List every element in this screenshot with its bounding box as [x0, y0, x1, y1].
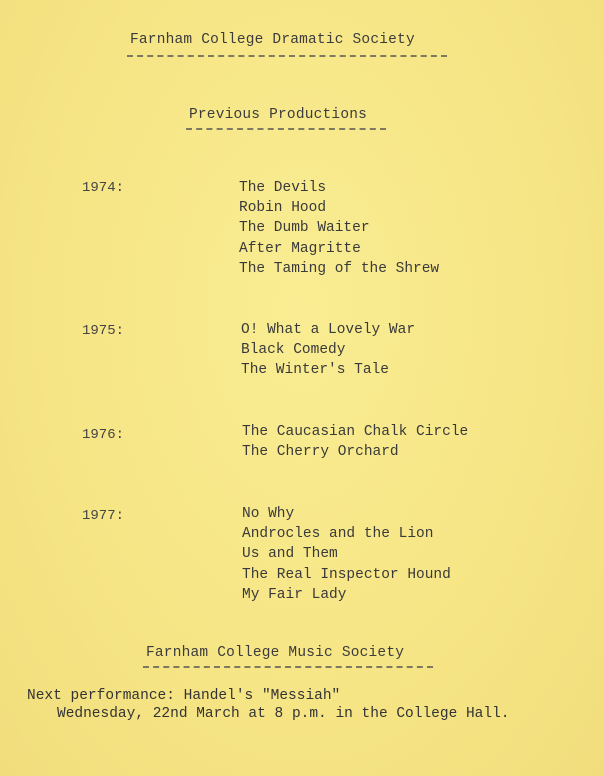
- production-title: Robin Hood: [239, 200, 327, 217]
- production-list-1975: [241, 320, 415, 381]
- production-title: The Dumb Waiter: [239, 220, 370, 237]
- year-1975: 1975:: [82, 323, 125, 339]
- year-1974: 1974:: [82, 180, 125, 196]
- production-title: The Taming of the Shrew: [239, 260, 440, 277]
- production-title: No Why: [242, 506, 295, 522]
- production-title: My Fair Lady: [242, 586, 347, 603]
- music-society-title: Farnham College Music Society: [146, 645, 405, 661]
- performance-details-line: Wednesday, 22nd March at 8 p.m. in the College Hall.: [57, 706, 510, 722]
- next-performance-line: Next performance: Handel's "Messiah": [27, 688, 341, 704]
- dramatic-society-underline: [127, 55, 447, 57]
- music-society-underline: [143, 666, 433, 668]
- year-1976: 1976:: [82, 427, 125, 443]
- production-title: Androcles and the Lion: [242, 526, 434, 543]
- production-title: The Caucasian Chalk Circle: [242, 424, 469, 440]
- previous-productions-title: Previous Productions: [189, 107, 368, 123]
- production-title: The Cherry Orchard: [242, 444, 399, 461]
- production-title: The Real Inspector Hound: [242, 566, 451, 583]
- production-title: Black Comedy: [241, 342, 346, 359]
- production-title: After Magritte: [239, 240, 361, 257]
- production-title: The Devils: [239, 180, 327, 196]
- production-title: Us and Them: [242, 546, 338, 563]
- production-title: The Winter's Tale: [241, 362, 389, 379]
- year-1977: 1977:: [82, 508, 125, 524]
- production-list-1976: [242, 422, 468, 462]
- production-list-1977: [242, 504, 451, 605]
- dramatic-society-title: Farnham College Dramatic Society: [130, 32, 415, 48]
- production-list-1974: [239, 178, 439, 279]
- previous-productions-underline: [186, 128, 386, 130]
- production-title: O! What a Lovely War: [241, 322, 416, 338]
